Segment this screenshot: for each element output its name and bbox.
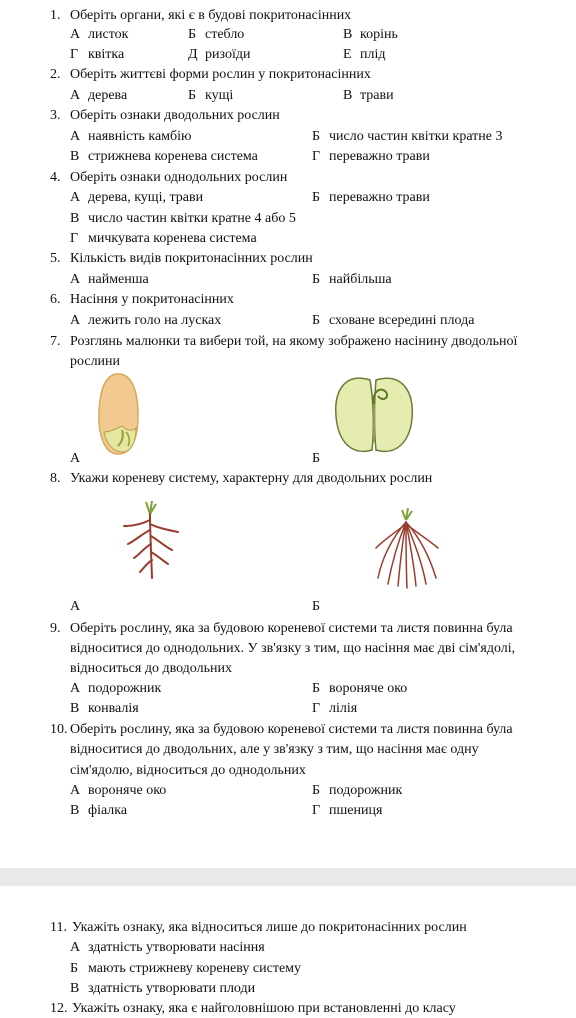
question-text: Кількість видів покритонасінних рослин	[70, 251, 313, 266]
option-text: ризоїди	[205, 47, 251, 62]
question-text: Оберіть життєві форми рослин у покритонасінних	[70, 67, 371, 82]
option-text: лілія	[329, 701, 358, 716]
monocot-seed-image	[92, 370, 152, 458]
option-letter: Б	[312, 313, 321, 328]
question-text: Насіння у покритонасінних	[70, 292, 234, 307]
question-text: Укажи кореневу систему, характерну для дводольних рослин	[70, 471, 433, 486]
question-number: 5.	[50, 251, 61, 266]
option-text: стебло	[205, 27, 245, 42]
option-text: плід	[360, 47, 386, 62]
question-text: Оберіть рослину, яка за будовою кореневої системи та листя повинна була	[70, 722, 513, 737]
question-text: Оберіть органи, які є в будові покритонасінних	[70, 8, 352, 23]
option-text: наявність камбію	[88, 129, 192, 144]
option-letter: В	[70, 211, 80, 226]
option-letter: А	[70, 681, 81, 696]
option-letter: Б	[70, 961, 79, 976]
option-letter: А	[70, 88, 81, 103]
question-number: 11.	[50, 920, 67, 935]
question-text: Розглянь малюнки та вибери той, на якому зображено насінину дводольної	[70, 334, 518, 349]
question-text-line2: відноситися до однодольних. У зв'язку з тим, що насіння має дві сім'ядолі,	[70, 641, 516, 656]
option-text: листок	[88, 27, 129, 42]
question-number: 6.	[50, 292, 61, 307]
option-text: конвалія	[88, 701, 139, 716]
question-text-line3: сім'ядолю, відноситься до однодольних	[70, 763, 306, 778]
option-text: корінь	[360, 27, 398, 42]
option-letter: Б	[312, 272, 321, 287]
option-letter: Б	[312, 681, 321, 696]
option-text: фіалка	[88, 803, 128, 818]
question-number: 9.	[50, 621, 61, 636]
option-letter: Б	[312, 190, 321, 205]
option-text: мають стрижневу кореневу систему	[88, 961, 302, 976]
option-letter: Г	[70, 47, 79, 62]
taproot-system-image	[118, 500, 182, 582]
option-letter: А	[70, 129, 81, 144]
question-number: 2.	[50, 67, 61, 82]
option-letter: В	[343, 88, 353, 103]
question-number: 12.	[50, 1001, 68, 1016]
option-text: подорожник	[329, 783, 403, 798]
option-text: переважно трави	[329, 149, 430, 164]
option-text: квітка	[88, 47, 125, 62]
option-letter: А	[70, 313, 81, 328]
option-letter: А	[70, 190, 81, 205]
option-text: сховане всередині плода	[329, 313, 475, 328]
option-text: дерева, кущі, трави	[88, 190, 204, 205]
option-letter: Г	[70, 231, 79, 246]
option-letter: В	[70, 981, 80, 996]
option-letter: Е	[343, 47, 352, 62]
dicot-seed-image	[334, 372, 414, 458]
option-text: трави	[360, 88, 394, 103]
option-letter: В	[70, 803, 80, 818]
question-text: Оберіть ознаки однодольних рослин	[70, 170, 288, 185]
option-letter: Б	[188, 88, 197, 103]
option-text: найменша	[88, 272, 149, 287]
question-text: Оберіть ознаки дводольних рослин	[70, 108, 280, 123]
option-letter: Г	[312, 803, 321, 818]
question-number: 1.	[50, 8, 61, 23]
page-separator	[0, 868, 576, 886]
option-text: подорожник	[88, 681, 162, 696]
option-letter: А	[70, 272, 81, 287]
option-text: число частин квітки кратне 4 або 5	[88, 211, 296, 226]
question-text-line3: відноситься до дводольних	[70, 661, 232, 676]
option-text: лежить голо на лусках	[88, 313, 222, 328]
option-text: мичкувата коренева система	[88, 231, 257, 246]
question-text-line2: відноситися до дводольних, але у зв'язку з тим, що насіння має одну	[70, 742, 479, 757]
option-text: здатність утворювати насіння	[88, 940, 265, 955]
option-letter: А	[70, 940, 81, 955]
question-number: 4.	[50, 170, 61, 185]
question-number: 7.	[50, 334, 61, 349]
option-text: переважно трави	[329, 190, 430, 205]
option-text: пшениця	[329, 803, 383, 818]
question-number: 10.	[50, 722, 68, 737]
option-letter: Б	[188, 27, 197, 42]
question-number: 3.	[50, 108, 61, 123]
question-text: Укажіть ознаку, яка є найголовнішою при встановленні до класу	[72, 1001, 456, 1016]
question-text-line2: рослини	[70, 354, 121, 369]
option-text: вороняче око	[88, 783, 167, 798]
fibrous-root-system-image	[372, 508, 442, 590]
option-letter: Б	[312, 783, 321, 798]
option-letter: Г	[312, 149, 321, 164]
option-text: стрижнева коренева система	[88, 149, 258, 164]
question-text: Оберіть рослину, яка за будовою кореневої системи та листя повинна була	[70, 621, 513, 636]
option-letter: В	[70, 701, 80, 716]
option-letter: А	[70, 451, 81, 466]
option-text: кущі	[205, 88, 234, 103]
option-letter: А	[70, 783, 81, 798]
option-letter: Г	[312, 701, 321, 716]
option-text: дерева	[88, 88, 128, 103]
option-letter: Б	[312, 451, 321, 466]
option-letter: Б	[312, 129, 321, 144]
option-letter: Б	[312, 599, 321, 614]
option-text: здатність утворювати плоди	[88, 981, 256, 996]
option-text: число частин квітки кратне 3	[329, 129, 503, 144]
question-text: Укажіть ознаку, яка відноситься лише до покритонасінних рослин	[72, 920, 467, 935]
option-letter: Д	[188, 47, 198, 62]
question-number: 8.	[50, 471, 61, 486]
option-text: найбільша	[329, 272, 392, 287]
option-text: вороняче око	[329, 681, 408, 696]
option-letter: А	[70, 599, 81, 614]
option-letter: В	[343, 27, 353, 42]
option-letter: А	[70, 27, 81, 42]
option-letter: В	[70, 149, 80, 164]
